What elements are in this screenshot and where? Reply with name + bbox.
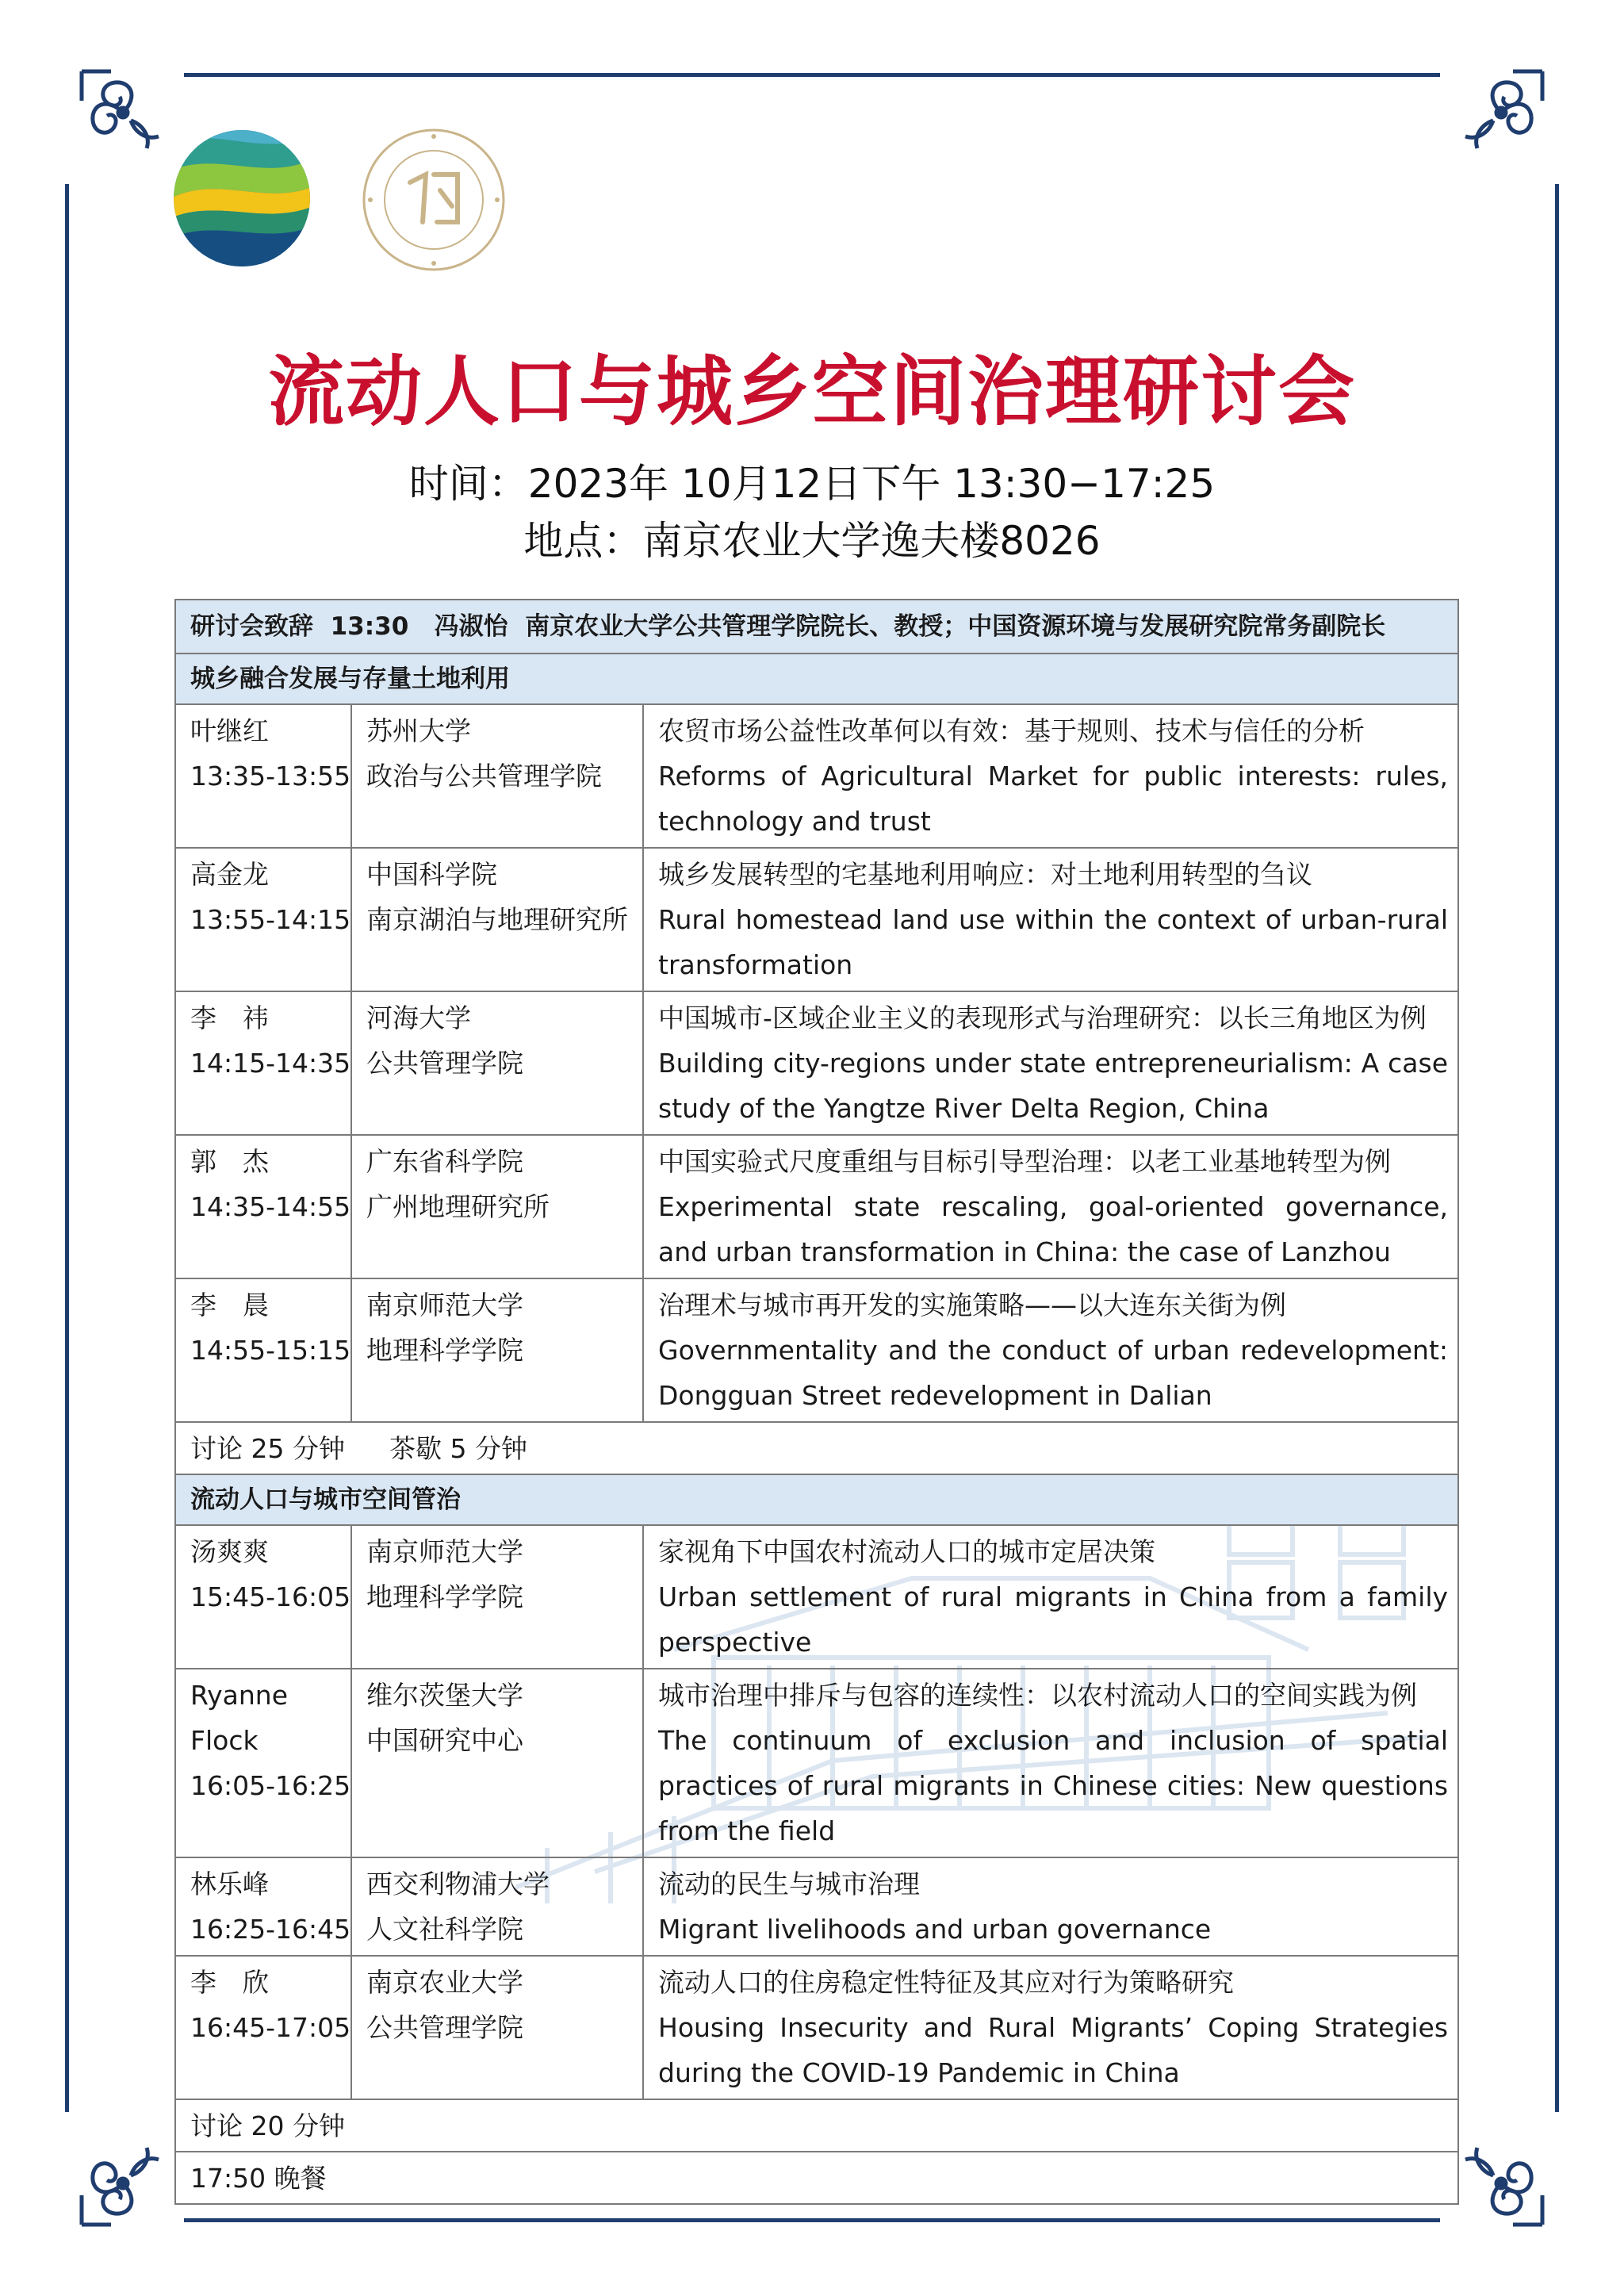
corner-ornament-icon (75, 65, 170, 160)
affiliation-department: 公共管理学院 (366, 2012, 523, 2043)
break-cell (175, 1422, 1458, 1474)
speaker-name-line2: Flock (190, 1725, 259, 1756)
talk-title-cn: 城市治理中排斥与包容的连续性：以农村流动人口的空间实践为例 (658, 1680, 1417, 1711)
talk-time: 15:45-16:05 (190, 1581, 351, 1612)
frame-top-border (184, 73, 1440, 77)
table-row (175, 704, 1458, 848)
talk-time: 14:35-14:55 (190, 1191, 351, 1222)
frame-bottom-border (184, 2218, 1440, 2222)
talk-title-en: Housing Insecurity and Rural Migrants’ Coping Strategies during the COVID-19 Pandemic in China (658, 2012, 1449, 2088)
opening-label: 研讨会致辞 (190, 611, 313, 641)
affiliation-department: 地理科学学院 (366, 1335, 523, 1366)
affiliation-university: 西交利物浦大学 (366, 1869, 550, 1899)
talk-title-en: Experimental state rescaling, goal-oriented governance, and urban transformation in China: the case of Lanzhou (658, 1191, 1449, 1267)
talk-title-en: The continuum of exclusion and inclusion of spatial practices of rural migrants in Chinese cities: New questions from the field (658, 1725, 1449, 1846)
affiliation-department: 公共管理学院 (366, 1048, 523, 1079)
affiliation-department: 广州地理研究所 (366, 1191, 550, 1222)
opening-speaker: 冯淑怡 (434, 611, 508, 641)
dinner-note: 17:50 晚餐 (175, 2152, 1458, 2204)
talk-title-cn: 治理术与城市再开发的实施策略——以大连东关街为例 (658, 1290, 1286, 1320)
speaker-name: 叶继红 (190, 715, 269, 746)
break-row (175, 1422, 1458, 1474)
corner-ornament-icon (75, 2136, 170, 2231)
affiliation-department: 中国研究中心 (366, 1725, 523, 1756)
talk-title-en: Urban settlement of rural migrants in China from a family perspective (658, 1581, 1449, 1658)
speaker-name: 汤爽爽 (190, 1536, 269, 1567)
affiliation-department: 人文社科学院 (366, 1914, 523, 1945)
speaker-name: 李 晨 (190, 1290, 269, 1320)
affiliation-university: 中国科学院 (366, 859, 497, 890)
talk-title-cn: 城乡发展转型的宅基地利用响应：对土地利用转型的刍议 (658, 859, 1312, 890)
talk-time: 13:55-14:15 (190, 904, 351, 935)
talk-time: 13:35-13:55 (190, 761, 351, 792)
opening-time: 13:30 (330, 611, 409, 641)
talk-time: 16:45-17:05 (190, 2012, 351, 2043)
corner-ornament-icon (1454, 2136, 1549, 2231)
talk-title-cn: 流动人口的住房稳定性特征及其应对行为策略研究 (658, 1967, 1234, 1998)
affiliation-university: 广东省科学院 (366, 1146, 523, 1177)
talk-title-en: Reforms of Agricultural Market for public interests: rules, technology and trust (658, 761, 1449, 837)
table-row (175, 1857, 1458, 1956)
event-time: 时间：2023年 10月12日下午 13:30−17:25 (408, 461, 1216, 507)
corner-ornament-icon (1454, 65, 1549, 160)
section-heading: 流动人口与城市空间管治 (175, 1474, 1458, 1525)
opening-speaker-title: 南京农业大学公共管理学院院长、教授；中国资源环境与发展研究院常务副院长 (525, 611, 1386, 641)
affiliation-department: 政治与公共管理学院 (366, 761, 602, 792)
discussion-note: 讨论 20 分钟 (175, 2099, 1458, 2152)
speaker-name: Ryanne (190, 1680, 289, 1711)
opening-row (175, 600, 1458, 654)
talk-title-cn: 流动的民生与城市治理 (658, 1869, 920, 1899)
table-row (175, 1956, 1458, 2099)
discussion-note: 讨论 25 分钟 (190, 1432, 345, 1464)
speaker-name: 李 欣 (190, 1967, 269, 1998)
college-seal-logo (361, 127, 508, 274)
opening-cell (175, 600, 1458, 654)
talk-time: 16:25-16:45 (190, 1914, 351, 1945)
affiliation-university: 南京师范大学 (366, 1290, 523, 1320)
affiliation-university: 南京师范大学 (366, 1536, 523, 1567)
section-heading-row (175, 1474, 1458, 1525)
affiliation-university: 维尔茨堡大学 (366, 1680, 523, 1711)
speaker-name: 李 祎 (190, 1002, 269, 1033)
dinner-row (175, 2152, 1458, 2204)
table-row (175, 1278, 1458, 1422)
table-row (175, 1135, 1458, 1278)
schedule-table (174, 599, 1459, 2205)
table-row (175, 991, 1458, 1135)
talk-title-en: Rural homestead land use within the context of urban-rural transformation (658, 904, 1449, 980)
speaker-name: 林乐峰 (190, 1869, 269, 1899)
talk-time: 14:15-14:35 (190, 1048, 351, 1079)
talk-title-cn: 中国城市-区域企业主义的表现形式与治理研究：以长三角地区为例 (658, 1002, 1427, 1033)
page-title: 流动人口与城乡空间治理研讨会 (268, 347, 1356, 436)
globe-logo (170, 127, 313, 270)
section-heading-row (175, 654, 1458, 704)
event-location: 地点：南京农业大学逸夫楼8026 (523, 518, 1101, 564)
speaker-name: 高金龙 (190, 859, 269, 890)
talk-time: 14:55-15:15 (190, 1335, 351, 1366)
talk-title-cn: 中国实验式尺度重组与目标引导型治理：以老工业基地转型为例 (658, 1146, 1391, 1177)
talk-title-en: Migrant livelihoods and urban governance (658, 1914, 1212, 1945)
affiliation-university: 苏州大学 (366, 715, 471, 746)
talk-title-en: Governmentality and the conduct of urban redevelopment: Dongguan Street redevelopment in Dalian (658, 1335, 1449, 1411)
speaker-name: 郭 杰 (190, 1146, 269, 1177)
affiliation-university: 南京农业大学 (366, 1967, 523, 1998)
affiliation-department: 地理科学学院 (366, 1581, 523, 1612)
affiliation-university: 河海大学 (366, 1002, 471, 1033)
talk-title-en: Building city-regions under state entrepreneurialism: A case study of the Yangtze River Delta Region, China (658, 1048, 1449, 1124)
table-row (175, 848, 1458, 991)
talk-title-cn: 农贸市场公益性改革何以有效：基于规则、技术与信任的分析 (658, 715, 1365, 746)
section-heading: 城乡融合发展与存量土地利用 (175, 654, 1458, 704)
talk-time: 16:05-16:25 (190, 1770, 351, 1801)
table-row (175, 1525, 1458, 1669)
table-row (175, 1669, 1458, 1857)
discussion-row (175, 2099, 1458, 2152)
affiliation-department: 南京湖泊与地理研究所 (366, 904, 628, 935)
tea-break-note: 茶歇 5 分钟 (389, 1432, 527, 1464)
talk-title-cn: 家视角下中国农村流动人口的城市定居决策 (658, 1536, 1155, 1567)
